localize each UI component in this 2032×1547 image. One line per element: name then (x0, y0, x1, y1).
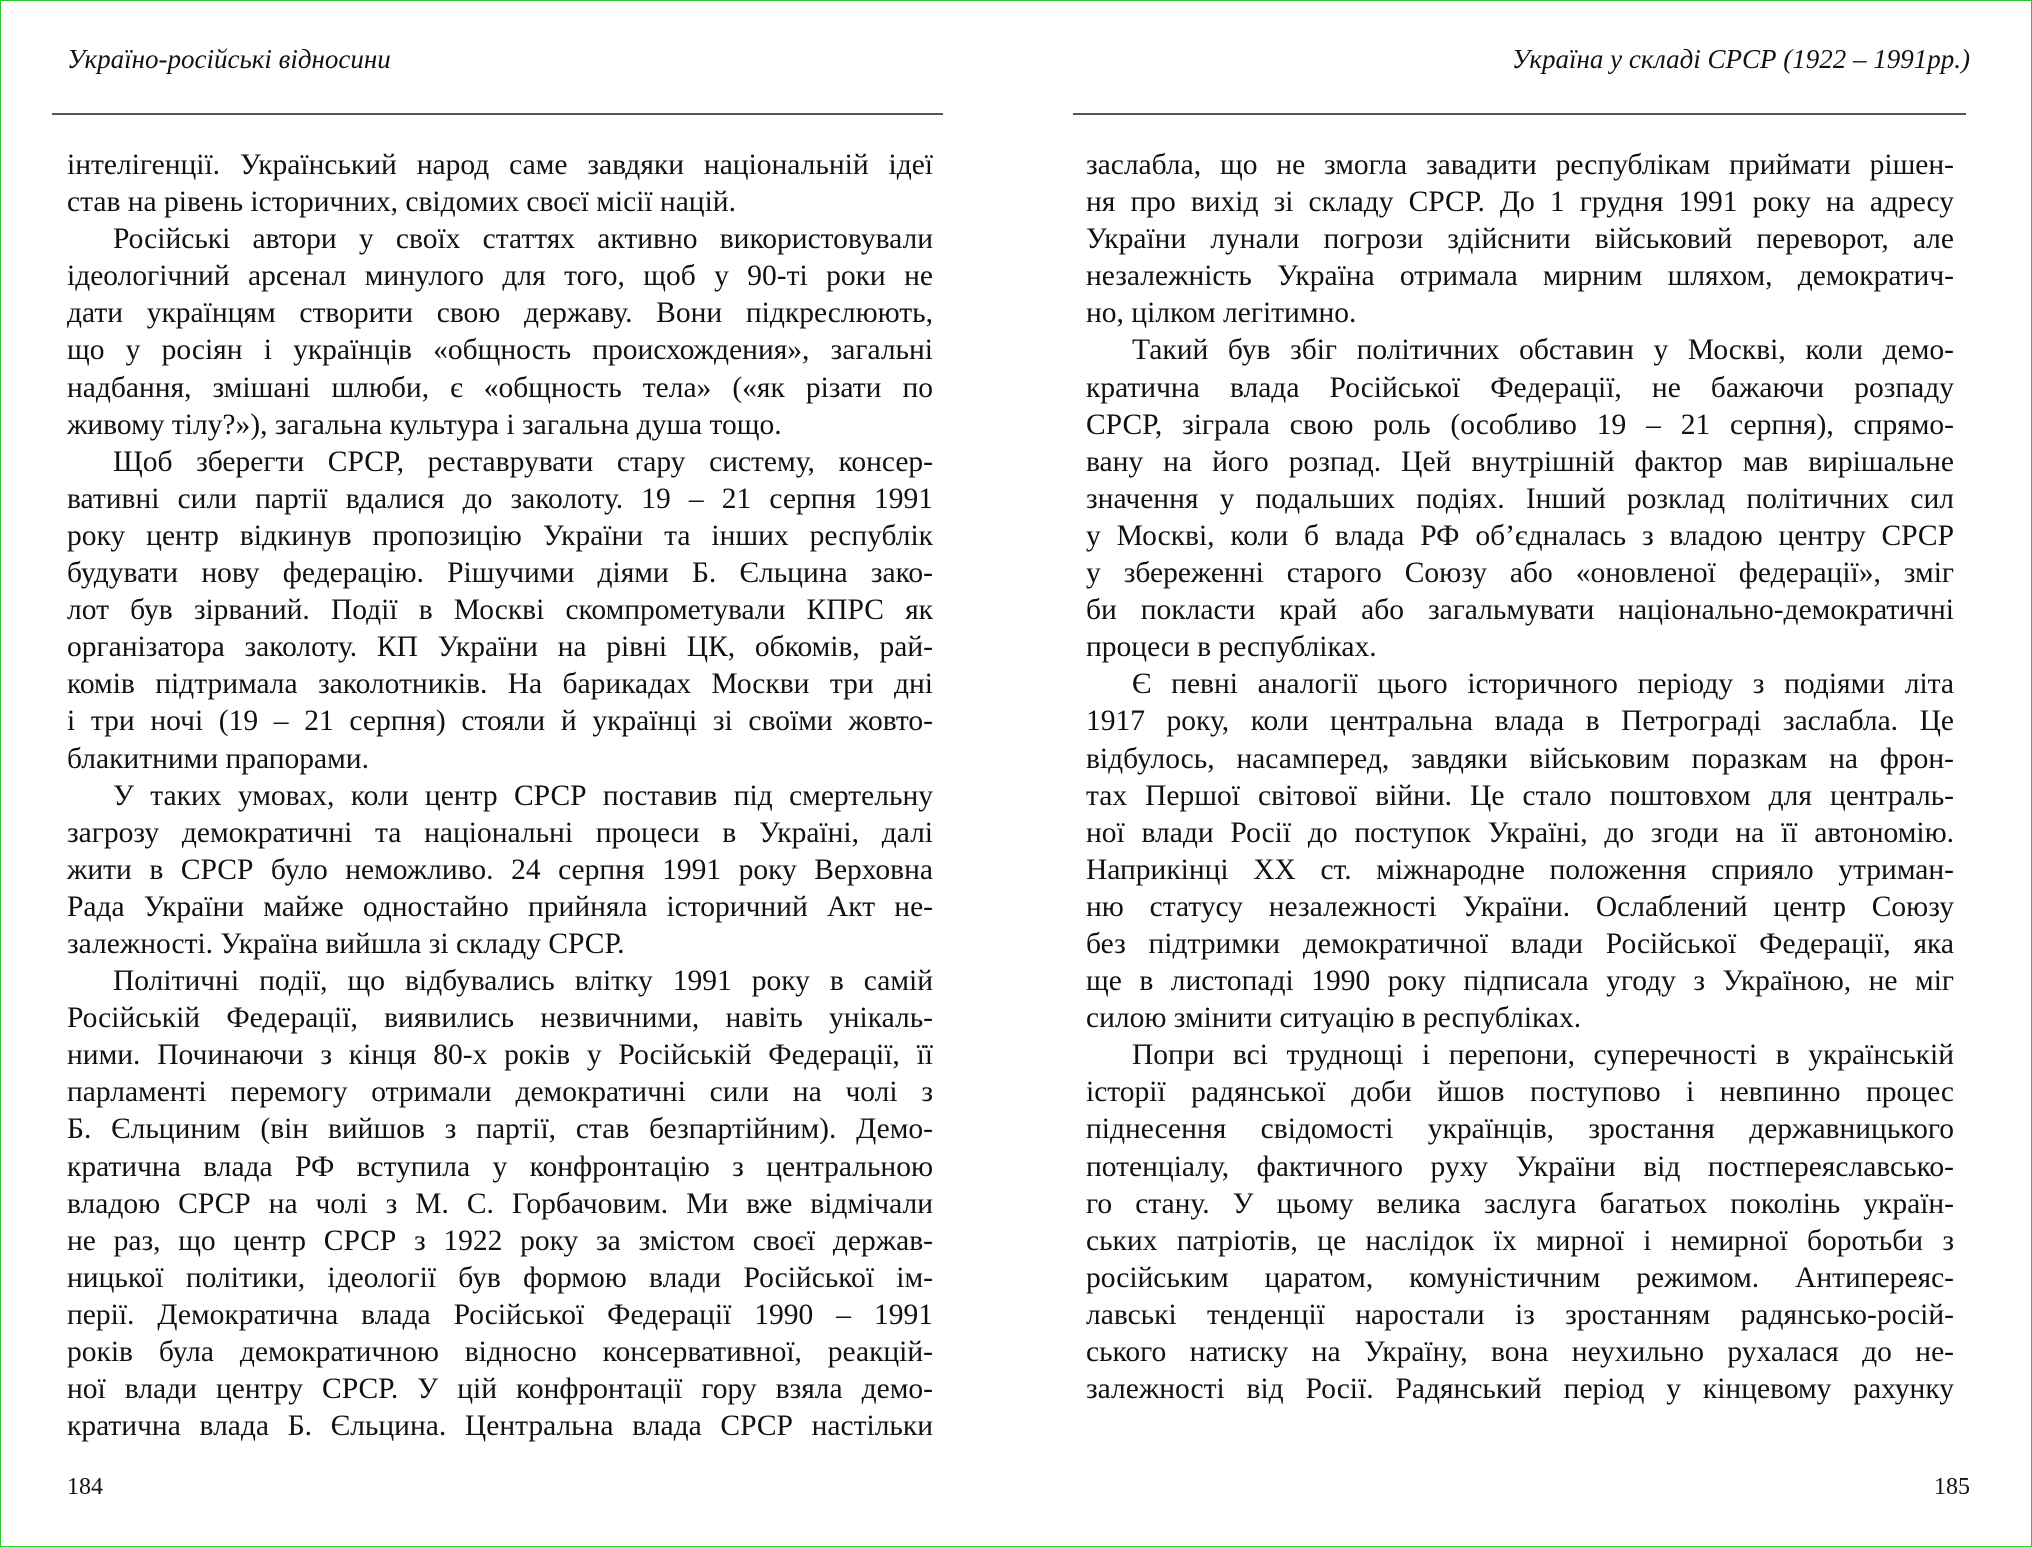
text-line: парламенті перемогу отримали демократичні сили на чолі з (67, 1076, 933, 1109)
running-head: Україно-російські відносини (67, 44, 391, 74)
text-line: жити в СРСР було неможливо. 24 серпня 1991 року Верховна (67, 853, 933, 886)
text-line: що у росіян і українців «общность происхождения», загальні (67, 334, 933, 367)
text-line: ських патріотів, це наслідок їх мирної і немирної боротьби з (1086, 1224, 1954, 1257)
text-line: кратична влада Російської Федерації, не бажаючи розпаду (1086, 371, 1954, 404)
text-line: кратична влада РФ вступила у конфронтацію з центральною (67, 1150, 933, 1183)
text-line: Російські автори у своїх статтях активно використовували (113, 223, 933, 256)
text-line: ної влади Росії до поступок Україні, до згоди на її автономію. (1086, 816, 1954, 849)
page-number: 184 (67, 1474, 103, 1500)
text-line: живому тілу?»), загальна культура і загальна душа тощо. (67, 408, 782, 441)
text-line: загрозу демократичні та національні процеси в Україні, далі (67, 816, 933, 849)
text-line: Щоб зберегти СРСР, реставрувати стару систему, консер- (113, 445, 933, 478)
text-line: ню статусу незалежності України. Ослаблений центр Союзу (1086, 890, 1954, 923)
text-line: владою СРСР на чолі з М. С. Горбачовим. Ми вже відмічали (67, 1187, 933, 1220)
text-line: Є певні аналогії цього історичного періоду з подіями літа (1132, 668, 1954, 701)
text-line: Наприкінці ХХ ст. міжнародне положення сприяло утриман- (1086, 853, 1954, 886)
text-line: Російській Федерації, виявились незвичними, навіть унікаль- (67, 1002, 933, 1035)
text-line: ще в листопаді 1990 року підписала угоду з Україною, не міг (1086, 965, 1954, 998)
text-line: комів підтримала заколотників. На барикадах Москви три дні (67, 668, 933, 701)
page-body (67, 147, 933, 1445)
text-line: і три ночі (19 – 21 серпня) стояли й українці зі своїми жовто- (67, 705, 933, 738)
text-line: залежності від Росії. Радянський період у кінцевому рахунку (1086, 1373, 1954, 1406)
text-line: ідеологічний арсенал минулого для того, щоб у 90-ті роки не (67, 260, 933, 293)
text-line: у збереженні старого Союзу або «оновленої федерації», зміг (1086, 557, 1954, 590)
text-line: історії радянської доби йшов поступово і невпинно процес (1086, 1076, 1954, 1109)
text-line: лавські тенденції наростали із зростанням радянсько-росій- (1086, 1298, 1954, 1331)
header-rule (1073, 113, 1966, 115)
text-line: би покласти край або загальмувати національно-демократичні (1086, 594, 1954, 627)
text-line: не раз, що центр СРСР з 1922 року за змістом своєї держав- (67, 1224, 933, 1257)
text-line: років була демократичною відносно консервативної, реакцій- (67, 1336, 933, 1368)
text-line: у Москві, коли б влада РФ об’єдналась з владою центру СРСР (1086, 519, 1954, 552)
text-line: України лунали погрози здійснити військовий переворот, але (1086, 223, 1954, 256)
text-line: інтелігенції. Український народ саме завдяки національній ідеї (67, 149, 933, 181)
page-number: 185 (1934, 1474, 1970, 1500)
text-line: значення у подальших подіях. Інший розклад політичних сил (1086, 482, 1954, 515)
text-line: вану на його розпад. Цей внутрішній фактор мав вирішальне (1086, 445, 1954, 478)
text-line: кратична влада Б. Єльцина. Центральна влада СРСР настільки (67, 1410, 933, 1443)
page-body (1086, 147, 1954, 1408)
text-line: організатора заколоту. КП України на рівні ЦК, обкомів, рай- (67, 631, 933, 664)
text-line: Такий був збіг політичних обставин у Москві, коли демо- (1132, 334, 1954, 367)
text-line: піднесення свідомості українців, зростання державницького (1086, 1113, 1954, 1146)
text-line: Рада України майже одностайно прийняла історичний Акт не- (67, 890, 933, 923)
text-line: Б. Єльциним (він вийшов з партії, став безпартійним). Демо- (67, 1113, 933, 1146)
text-line: незалежність Україна отримала мирним шляхом, демократич- (1086, 260, 1954, 293)
text-line: став на рівень історичних, свідомих своєї місії націй. (67, 186, 736, 219)
text-line: тах Першої світової війни. Це стало поштовхом для централь- (1086, 779, 1954, 812)
text-line: заслабла, що не змогла завадити республікам приймати рішен- (1086, 149, 1954, 181)
text-line: ня про вихід зі складу СРСР. До 1 грудня 1991 року на адресу (1086, 186, 1954, 219)
text-line: перії. Демократична влада Російської Федерації 1990 – 1991 (67, 1298, 933, 1331)
text-line: вативні сили партії вдалися до заколоту. 19 – 21 серпня 1991 (67, 482, 933, 515)
running-head: Україна у складі СРСР (1922 – 1991рр.) (1511, 44, 1970, 74)
text-line: силою змінити ситуацію в республіках. (1086, 1002, 1582, 1035)
text-line: ницької політики, ідеології був формою влади Російської ім- (67, 1261, 933, 1294)
text-line: року центр відкинув пропозицію України та інших республік (67, 519, 933, 552)
text-line: 1917 року, коли центральна влада в Петрограді заслабла. Це (1086, 705, 1954, 738)
text-line: відбулось, насамперед, завдяки військовим поразкам на фрон- (1086, 742, 1954, 775)
text-line: ними. Починаючи з кінця 80-х років у Російській Федерації, її (67, 1039, 933, 1072)
text-line: дати українцям створити свою державу. Вони підкреслюють, (67, 297, 933, 330)
page-right (1016, 0, 2032, 1547)
text-line: Попри всі труднощі і перепони, суперечності в українській (1132, 1039, 1954, 1072)
text-line: без підтримки демократичної влади Російської Федерації, яка (1086, 927, 1954, 960)
text-line: го стану. У цьому велика заслуга багатьох поколінь україн- (1086, 1187, 1954, 1220)
header-rule (52, 113, 943, 115)
text-line: но, цілком легітимно. (1086, 297, 1357, 330)
text-line: У таких умовах, коли центр СРСР поставив під смертельну (113, 779, 933, 812)
text-line: залежності. Україна вийшла зі складу СРСР. (67, 927, 625, 960)
text-line: ського натиску на Україну, вона неухильно рухалася до не- (1086, 1336, 1954, 1368)
text-line: лот був зірваний. Події в Москві скомпрометували КПРС як (67, 594, 933, 627)
text-line: ної влади центру СРСР. У цій конфронтації гору взяла демо- (67, 1373, 933, 1406)
text-line: російським царатом, комуністичним режимом. Антипереяс- (1086, 1261, 1954, 1294)
text-line: потенціалу, фактичного руху України від постпереяславсько- (1086, 1150, 1954, 1183)
text-line: надбання, змішані шлюби, є «общность тела» («як різати по (67, 371, 933, 404)
text-line: Політичні події, що відбувались влітку 1991 року в самій (113, 965, 933, 998)
text-line: СРСР, зіграла свою роль (особливо 19 – 21 серпня), спрямо- (1086, 408, 1954, 441)
text-line: блакитними прапорами. (67, 742, 369, 775)
text-line: процеси в республіках. (1086, 631, 1377, 664)
text-line: будувати нову федерацію. Рішучими діями Б. Єльцина зако- (67, 557, 933, 590)
